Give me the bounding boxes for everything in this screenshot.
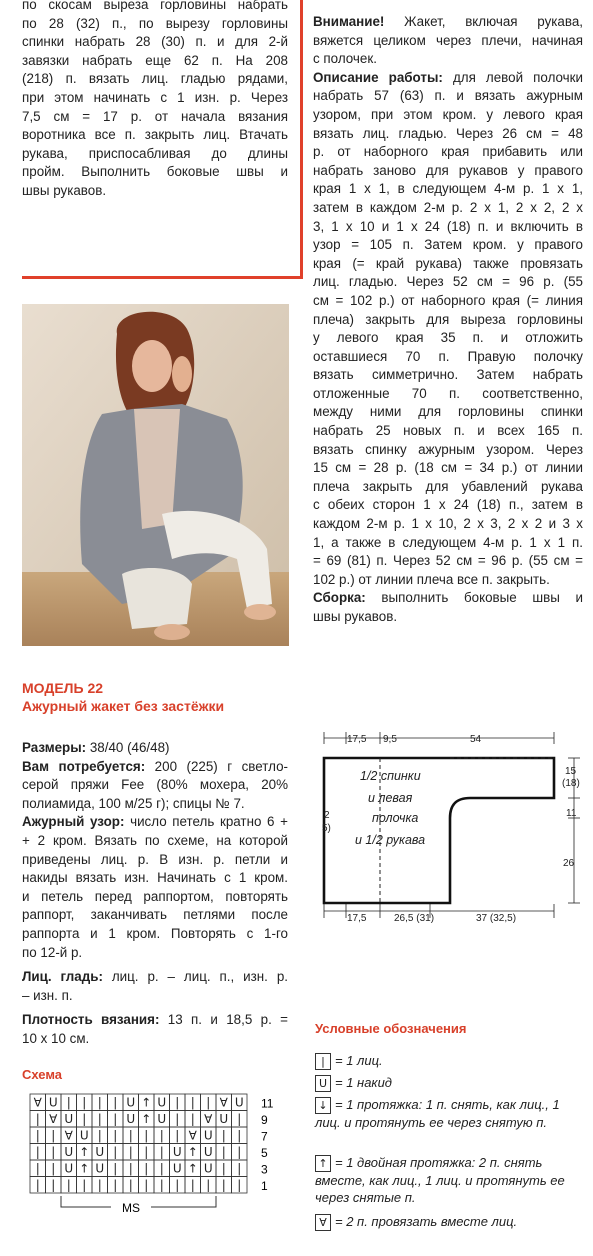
- chart-stitch-symbol: U: [234, 1095, 244, 1110]
- chart-stitch-symbol: |: [82, 1178, 87, 1192]
- chart-stitch-symbol: |: [190, 1178, 195, 1192]
- desc-line: 102 р.) от линии плеча все п. закрыть.: [313, 571, 550, 587]
- chart-stitch-symbol: |: [113, 1095, 118, 1110]
- diagram-label: 9,5: [383, 734, 397, 745]
- legend-symbol-icon: U: [315, 1075, 331, 1092]
- garment-outline: [324, 758, 554, 903]
- chart-stitch-symbol: ↑: [141, 1095, 152, 1110]
- need-label: Вам потребуется:: [22, 758, 146, 774]
- openwork-line: накиды вязать изн. Начинать с 1 кром.: [22, 870, 288, 886]
- chart-row-number: 3: [261, 1162, 268, 1177]
- desc-line: = 69 (81) п. Через 52 см = 96 р. (55 см =: [313, 553, 583, 569]
- chart-stitch-symbol: |: [128, 1145, 133, 1159]
- chart-stitch-symbol: |: [128, 1178, 133, 1192]
- chart-stitch-symbol: |: [113, 1161, 118, 1176]
- chart-stitch-symbol: ∀: [49, 1112, 58, 1126]
- attention-line-1: вяжется целиком через плечи, начиная: [313, 32, 583, 48]
- chart-stitch-symbol: ∀: [64, 1128, 73, 1143]
- legend-symbol-icon: ↑: [315, 1155, 331, 1172]
- chart-stitch-symbol: U: [95, 1161, 105, 1176]
- chart-stitch-symbol: U: [126, 1112, 136, 1126]
- legend-item: [315, 1213, 585, 1231]
- chart-stitch-symbol: |: [175, 1128, 180, 1143]
- legend-text: = 1 лиц.: [335, 1053, 383, 1068]
- stockinette-line: лиц. р. – лиц. п., изн. р.: [102, 969, 288, 985]
- chart-stitch-symbol: U: [95, 1145, 105, 1159]
- schema-title: Схема: [22, 1067, 63, 1082]
- diagram-label: и 1/2 рукава: [355, 833, 426, 847]
- legend-item: [315, 1096, 585, 1131]
- openwork-line: раппорт, заканчивать петлями после: [22, 907, 288, 923]
- diagram-label: 26,5 (31): [394, 913, 435, 924]
- chart-stitch-symbol: U: [48, 1095, 58, 1110]
- chart-stitch-symbol: |: [237, 1112, 242, 1126]
- legend-text: = 1 двойная протяжка: 2 п. снять вместе, как лиц., 1 лиц. и протянуть ее через снятые п.: [315, 1155, 565, 1206]
- top-left-line: 7,5 см = 17 р. от начала вязания: [22, 108, 288, 124]
- chart-stitch-symbol: |: [51, 1128, 56, 1143]
- desc-line: 1, а также в следующем 4-м р. 1 х 1 п.: [313, 534, 583, 550]
- chart-stitch-symbol: |: [128, 1128, 133, 1143]
- model-photo: [22, 304, 289, 646]
- openwork-label: Ажурный узор:: [22, 814, 125, 830]
- chart-stitch-symbol: |: [66, 1095, 71, 1110]
- model-title: МОДЕЛЬ 22: [22, 680, 104, 696]
- chart-stitch-symbol: ↑: [79, 1161, 90, 1176]
- chart-stitch-symbol: ↑: [79, 1145, 90, 1159]
- chart-stitch-symbol: |: [51, 1178, 56, 1192]
- chart-stitch-symbol: |: [144, 1161, 149, 1176]
- sizes-label: Размеры:: [22, 740, 87, 755]
- desc-line: р. от наборного края прибавить или: [313, 144, 583, 160]
- chart-row-number: 1: [261, 1179, 268, 1193]
- desc-line: лиц. гладью. Через 52 см = 96 р. (55: [313, 274, 583, 290]
- chart-stitch-symbol: |: [190, 1095, 195, 1110]
- chart-stitch-symbol: |: [35, 1178, 40, 1192]
- top-left-text: [22, 0, 288, 201]
- chart-stitch-symbol: |: [159, 1161, 164, 1176]
- desc-line: узор = 105 п. Затем кром. у правого: [313, 237, 583, 253]
- diagram-label: 26: [563, 858, 575, 869]
- chart-stitch-symbol: U: [172, 1161, 182, 1176]
- chart-stitch-symbol: |: [237, 1145, 242, 1159]
- need-line: 200 (225) г светло-: [145, 758, 288, 774]
- chart-stitch-symbol: |: [128, 1161, 133, 1176]
- assembly-label: Сборка:: [313, 590, 366, 606]
- top-left-line: пройм. Выполнить боковые швы и: [22, 164, 288, 180]
- desc-line: узором, при этом кром. у левого края: [313, 106, 583, 122]
- desc-line: плеча) закрыть для выреза горловины: [313, 311, 583, 327]
- schematic-diagram: [310, 728, 590, 928]
- openwork-line: приведены лиц. р. В изн. р. петли и: [22, 851, 288, 867]
- diagram-label: 15: [565, 766, 577, 777]
- chart-stitch-symbol: |: [159, 1128, 164, 1143]
- chart-stitch-symbol: |: [221, 1145, 226, 1159]
- chart-stitch-symbol: |: [221, 1161, 226, 1176]
- chart-stitch-symbol: |: [82, 1112, 87, 1126]
- legend-text: = 1 протяжка: 1 п. снять, как лиц., 1 лиц. и протянуть ее через снятую п.: [315, 1097, 560, 1131]
- desc-line: для левой полочки: [442, 69, 583, 85]
- red-frame-horizontal: [22, 276, 303, 279]
- chart-stitch-symbol: U: [157, 1112, 167, 1126]
- desc-line: набрать заново для рукавов у правого: [313, 162, 583, 178]
- top-left-line: (218) п. вязать лиц. гладью рядами,: [22, 71, 288, 87]
- chart-stitch-symbol: |: [159, 1145, 164, 1159]
- chart-stitch-symbol: |: [113, 1112, 118, 1126]
- desc-line: у левого края 35 п. и отложить: [313, 330, 583, 346]
- legend-text: = 1 накид: [335, 1075, 392, 1090]
- chart-stitch-symbol: |: [66, 1178, 71, 1192]
- chart-stitch-symbol: |: [35, 1145, 40, 1159]
- legend-symbol-icon: ↓: [315, 1097, 331, 1114]
- chart-stitch-symbol: U: [64, 1145, 74, 1159]
- diagram-label: (18): [562, 778, 580, 789]
- chart-stitch-symbol: |: [206, 1095, 211, 1110]
- diagram-label: 37 (32,5): [476, 913, 517, 924]
- desc-line: затем в каждом 2-м р. 2 х 1, 2 х 2, 2 х: [313, 199, 583, 215]
- diagram-label: полочка: [372, 811, 419, 825]
- desc-line: отложенные 70 п. соответственно,: [313, 385, 583, 401]
- chart-stitch-symbol: |: [175, 1178, 180, 1192]
- stockinette-line: – изн. п.: [22, 987, 73, 1003]
- chart-stitch-symbol: U: [64, 1112, 74, 1126]
- chart-stitch-symbol: U: [219, 1112, 229, 1126]
- diagram-label: 5): [322, 823, 331, 834]
- need-line: серой пряжи Fee (80% мохера, 20%: [22, 777, 288, 793]
- chart-stitch-symbol: |: [97, 1178, 102, 1192]
- diagram-label: и левая: [368, 791, 413, 805]
- chart-stitch-symbol: |: [51, 1145, 56, 1159]
- legend-item: [315, 1052, 585, 1070]
- chart-stitch-symbol: |: [51, 1161, 56, 1176]
- attention-line-0: Жакет, включая рукава,: [384, 14, 583, 29]
- chart-stitch-symbol: |: [144, 1178, 149, 1192]
- chart-stitch-symbol: U: [79, 1128, 89, 1143]
- knitting-chart: [28, 1092, 298, 1242]
- chart-stitch-symbol: U: [157, 1095, 167, 1110]
- chart-stitch-symbol: |: [113, 1145, 118, 1159]
- assembly-line: выполнить боковые швы и: [365, 590, 583, 606]
- top-left-line: спинки набрать 28 (30) п. и для 2-й: [22, 34, 288, 50]
- right-column-text: [313, 13, 583, 627]
- legend-title: Условные обозначения: [315, 1021, 467, 1036]
- top-left-line: по 28 (32) п., по вырезу горловины: [22, 15, 288, 31]
- diagram-label: 54: [470, 734, 482, 745]
- chart-stitch-symbol: |: [35, 1128, 40, 1143]
- assembly-line: швы рукавов.: [313, 609, 398, 624]
- desc-line: вязать симметрично. Затем набрать: [313, 367, 583, 383]
- desc-line: края (= край рукава) также провязать: [313, 255, 583, 271]
- chart-stitch-symbol: |: [221, 1128, 226, 1143]
- chart-stitch-symbol: U: [203, 1161, 213, 1176]
- desc-line: набрать 57 (63) п. и вязать ажурным: [313, 88, 583, 104]
- chart-stitch-symbol: |: [97, 1095, 102, 1110]
- desc-line: набрать 25 новых п. и всех 165 п.: [313, 423, 583, 439]
- legend-text: = 2 п. провязать вместе лиц.: [335, 1214, 518, 1229]
- chart-stitch-symbol: ∀: [33, 1095, 42, 1110]
- desc-line: плеча закрыть для убавлений рукава: [313, 478, 583, 494]
- chart-stitch-symbol: |: [175, 1095, 180, 1110]
- density-label: Плотность вязания:: [22, 1012, 160, 1028]
- desc-line: с обеих сторон 1 х 24 (18) п., затем в: [313, 497, 583, 513]
- attention-line-2: с полочек.: [313, 51, 377, 67]
- openwork-line: по 12-й р.: [22, 944, 83, 960]
- chart-row-number: 7: [261, 1129, 268, 1144]
- need-line: полиамида, 100 м/25 г); спицы № 7.: [22, 795, 245, 811]
- chart-stitch-symbol: |: [97, 1112, 102, 1126]
- top-left-line: по скосам выреза горловины набрать: [22, 0, 288, 12]
- model-subtitle: Ажурный жакет без застёжки: [22, 698, 225, 714]
- density-line: 13 п. и 18,5 р. =: [159, 1012, 288, 1028]
- chart-stitch-symbol: U: [203, 1145, 213, 1159]
- top-left-line: рукава, приспосабливая до длины: [22, 145, 288, 161]
- chart-stitch-symbol: ∀: [204, 1112, 213, 1126]
- openwork-line: число петель кратно 6 +: [124, 814, 288, 830]
- top-left-line: швы рукавов.: [22, 182, 107, 198]
- sizes-value: 38/40 (46/48): [86, 740, 170, 755]
- desc-line: 15 см = 28 р. (18 см = 34 р.) от линии: [313, 460, 583, 476]
- chart-stitch-symbol: |: [237, 1161, 242, 1176]
- chart-stitch-symbol: |: [113, 1178, 118, 1192]
- desc-line: оставшиеся 70 п. Правую полочку: [313, 348, 583, 364]
- diagram-label: 1/2 спинки: [360, 769, 421, 783]
- chart-stitch-symbol: U: [126, 1095, 136, 1110]
- desc-line: вязать спинку ажурным узором. Через: [313, 441, 583, 457]
- chart-stitch-symbol: |: [35, 1161, 40, 1176]
- desc-line: каждом 2-м р. 1 х 10, 2 х 3, 2 х 2 и 3 х: [313, 516, 583, 532]
- top-left-line: при этом начинать с 1 изн. р. Через: [22, 89, 288, 105]
- desc-line: см = 102 р.) от наборного края (= линия: [313, 292, 583, 308]
- diagram-label: 17,5: [347, 913, 367, 924]
- desc-line: вязать лиц. гладью. Через 26 см = 48: [313, 125, 583, 141]
- chart-stitch-symbol: U: [172, 1145, 182, 1159]
- legend-symbol-icon: |: [315, 1053, 331, 1070]
- stockinette-label: Лиц. гладь:: [22, 969, 103, 985]
- openwork-line: раппорта и 1 кром. Повторять с 1-го: [22, 925, 288, 941]
- openwork-line: + 2 кром. Вязать по схеме, на которой: [22, 832, 288, 848]
- chart-row-number: 9: [261, 1113, 268, 1127]
- chart-stitch-symbol: |: [113, 1128, 118, 1143]
- chart-stitch-symbol: |: [190, 1112, 195, 1126]
- legend-item: [315, 1074, 585, 1092]
- chart-stitch-symbol: |: [175, 1112, 180, 1126]
- chart-stitch-symbol: ↑: [141, 1112, 152, 1126]
- diagram-label: 11: [566, 808, 577, 819]
- chart-stitch-symbol: |: [159, 1178, 164, 1192]
- desc-line: 3, 1 х 10 и 1 х 24 (18) п. и включить в: [313, 218, 583, 234]
- attention-label: Внимание!: [313, 14, 385, 29]
- chart-stitch-symbol: |: [82, 1095, 87, 1110]
- diagram-label: 2: [324, 810, 330, 821]
- red-frame-vertical: [300, 0, 303, 278]
- chart-stitch-symbol: ∀: [188, 1128, 197, 1143]
- chart-stitch-symbol: U: [203, 1128, 213, 1143]
- chart-row-number: 11: [261, 1096, 274, 1111]
- specs-text: [22, 739, 288, 1049]
- chart-stitch-symbol: |: [144, 1145, 149, 1159]
- openwork-line: и петель перед раппортом, повторять: [22, 888, 288, 904]
- diagram-label: 17,5: [347, 734, 367, 745]
- chart-stitch-symbol: |: [221, 1178, 226, 1192]
- chart-stitch-symbol: |: [206, 1178, 211, 1192]
- chart-stitch-symbol: |: [237, 1128, 242, 1143]
- chart-stitch-symbol: ↑: [187, 1145, 198, 1159]
- top-left-line: воротника все п. закрыть лиц. Втачать: [22, 127, 288, 143]
- chart-stitch-symbol: |: [35, 1112, 40, 1126]
- chart-row-number: 5: [261, 1146, 268, 1160]
- chart-stitch-symbol: |: [237, 1178, 242, 1192]
- desc-line: между ними для горловины спинки: [313, 404, 583, 420]
- chart-stitch-symbol: ∀: [219, 1095, 228, 1110]
- chart-stitch-symbol: |: [97, 1128, 102, 1143]
- ms-label: MS: [122, 1201, 140, 1215]
- density-line: 10 х 10 см.: [22, 1030, 90, 1046]
- top-left-line: завязки набрать еще 62 п. На 208: [22, 52, 288, 68]
- chart-stitch-symbol: |: [144, 1128, 149, 1143]
- desc-line: края 1 х 1, в следующем 4-м р. 1 х 1,: [313, 181, 583, 197]
- chart-stitch-symbol: ↑: [187, 1161, 198, 1176]
- chart-stitch-symbol: U: [64, 1161, 74, 1176]
- legend-symbol-icon: ∀: [315, 1214, 331, 1231]
- legend-item: [315, 1154, 585, 1206]
- description-label: Описание работы:: [313, 69, 443, 85]
